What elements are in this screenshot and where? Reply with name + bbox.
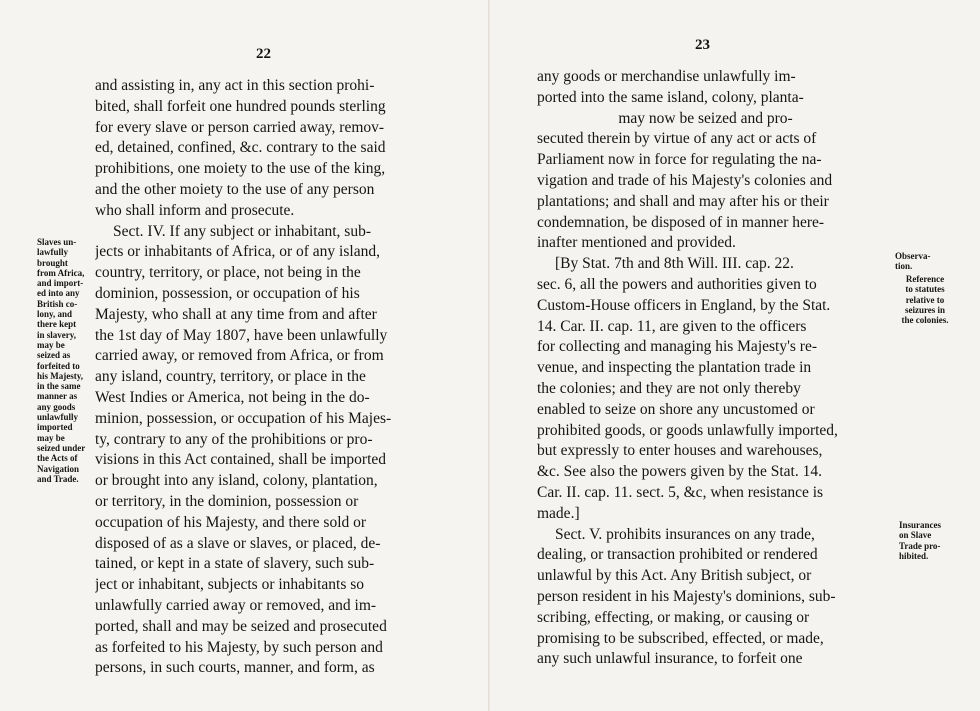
margin-note-line: may be xyxy=(37,432,65,443)
text-line: persons, in such courts, manner, and form, as xyxy=(95,659,375,677)
text-line: any goods or merchandise unlawfully im- xyxy=(537,68,796,85)
margin-note-line: hibited. xyxy=(899,550,929,561)
text-line: who shall inform and prosecute. xyxy=(95,201,295,219)
text-line: occupation of his Majesty, and there sold or xyxy=(95,513,367,531)
text-line: ported, shall and may be seized and prosecuted xyxy=(95,617,387,635)
text-line: Parliament now in force for regulating the na- xyxy=(537,151,822,169)
text-line: enabled to seize on shore any uncustomed or xyxy=(537,400,815,418)
margin-note-slaves xyxy=(37,237,99,484)
text-line: or territory, in the dominion, possession or xyxy=(95,492,359,510)
text-line: West Indies or America, not being in the do- xyxy=(95,388,370,406)
text-line: unlawful by this Act. Any British subject, or xyxy=(537,567,812,585)
left-page-body xyxy=(95,76,457,679)
text-line: sec. 6, all the powers and authorities given to xyxy=(537,275,817,293)
text-line: minion, possession, or occupation of his Majes- xyxy=(95,409,392,427)
text-line: secuted therein by virtue of any act or acts of xyxy=(537,130,817,148)
margin-note-line: and Trade. xyxy=(37,473,79,484)
text-line: as forfeited to his Majesty, by such person and xyxy=(95,638,383,656)
margin-note-line: and import- xyxy=(37,278,84,289)
text-line: visions in this Act contained, shall be imported xyxy=(95,451,387,469)
text-line: Custom-House officers in England, by the Stat. xyxy=(537,296,831,314)
text-line: person resident in his Majesty's dominions, sub- xyxy=(537,587,836,605)
margin-note-line: Slaves un- xyxy=(37,237,77,247)
text-line: [By Stat. 7th and 8th Will. III. cap. 22. xyxy=(555,255,794,273)
text-line: Sect. V. prohibits insurances on any trade, xyxy=(555,525,815,543)
margin-note-line: Navigation xyxy=(37,463,80,474)
text-line: jects or inhabitants of Africa, or of any island, xyxy=(95,243,380,261)
margin-note-line: in the same xyxy=(37,381,81,392)
text-line: dealing, or transaction prohibited or rendered xyxy=(537,546,818,564)
text-line: and the other moiety to the use of any person xyxy=(95,180,375,198)
text-line: plantations; and shall and may after his or their xyxy=(537,192,829,210)
margin-note-line: in slavery, xyxy=(37,329,77,340)
page-number-right: 23 xyxy=(695,37,710,53)
text-line: country, territory, or place, not being in the xyxy=(95,264,361,282)
text-line: scribing, effecting, or making, or causing or xyxy=(537,608,810,626)
margin-note-line: Observa- xyxy=(895,251,931,261)
margin-note-line: seized under xyxy=(37,442,86,453)
margin-note-line: ed into any xyxy=(37,288,80,299)
margin-note-line: brought xyxy=(37,257,68,268)
margin-note-line: lony, and xyxy=(37,309,73,320)
margin-note-line: to statutes xyxy=(905,284,945,295)
text-line: ty, contrary to any of the prohibitions or pro- xyxy=(95,430,373,448)
text-line: or brought into any island, colony, plantation, xyxy=(95,472,378,490)
text-line: tained, or kept in a state of slavery, such sub- xyxy=(95,555,375,573)
margin-note-line: on Slave xyxy=(899,530,932,541)
text-line: venue, and inspecting the plantation trade in xyxy=(537,359,812,377)
margin-note-line: British co- xyxy=(37,298,78,309)
margin-note-line: the Acts of xyxy=(37,453,78,464)
text-line: any such unlawful insurance, to forfeit one xyxy=(537,650,803,668)
margin-note-insurances xyxy=(899,520,959,561)
margin-note-line: any goods xyxy=(37,401,76,412)
text-line: Sect. IV. If any subject or inhabitant, sub- xyxy=(113,222,371,240)
text-line: carried away, or removed from Africa, or from xyxy=(95,347,384,365)
margin-note-observation xyxy=(895,251,955,272)
right-page xyxy=(490,0,980,711)
text-line: the colonies; and they are not only thereby xyxy=(537,379,801,397)
text-line: Majesty, who shall at any time from and after xyxy=(95,305,377,323)
text-line: for collecting and managing his Majesty's re- xyxy=(537,338,817,356)
right-page-body xyxy=(537,67,895,670)
text-line: prohibitions, one moiety to the use of the king, xyxy=(95,160,386,178)
text-line: ed, detained, confined, &c. contrary to the said xyxy=(95,139,386,157)
text-line: 14. Car. II. cap. 11, are given to the officers xyxy=(537,317,807,335)
margin-note-line: relative to xyxy=(905,294,945,305)
margin-note-line: tion. xyxy=(895,261,913,272)
margin-note-line: Reference xyxy=(905,274,945,284)
text-line: unlawfully carried away or removed, and im- xyxy=(95,596,377,614)
margin-note-line: imported xyxy=(37,422,73,433)
page-number-left: 22 xyxy=(256,46,271,62)
margin-note-line: lawfully xyxy=(37,247,69,258)
text-line: ject or inhabitant, subjects or inhabitants so xyxy=(95,576,365,594)
margin-note-line: his Majesty, xyxy=(37,370,83,381)
text-line: condemnation, be disposed of in manner here- xyxy=(537,213,825,231)
margin-note-line: unlawfully xyxy=(37,412,79,423)
text-line: inafter mentioned and provided. xyxy=(537,234,736,252)
margin-note-line: from Africa, xyxy=(37,267,85,278)
text-line: bited, shall forfeit one hundred pounds sterling xyxy=(95,97,386,115)
text-line: may now be seized and pro- xyxy=(537,109,793,127)
margin-note-line: Insurances xyxy=(899,520,942,530)
margin-note-line: Trade pro- xyxy=(899,540,941,551)
text-line: and assisting in, any act in this section prohi- xyxy=(95,77,375,94)
margin-note-line: seizures in xyxy=(904,304,946,315)
text-line: prohibited goods, or goods unlawfully imported, xyxy=(537,421,838,439)
text-line: disposed of as a slave or slaves, or placed, de- xyxy=(95,534,381,552)
text-line: ported into the same island, colony, planta- xyxy=(537,88,804,106)
text-line: vigation and trade of his Majesty's colonies and xyxy=(537,171,833,189)
text-line: &c. See also the powers given by the Stat. 14. xyxy=(537,463,822,481)
margin-note-line: may be xyxy=(37,339,65,350)
text-line: the 1st day of May 1807, have been unlawfully xyxy=(95,326,388,344)
margin-note-line: there kept xyxy=(37,319,77,330)
margin-note-reference xyxy=(895,274,955,325)
text-line: any island, country, territory, or place in the xyxy=(95,368,366,386)
text-line: for every slave or person carried away, remov- xyxy=(95,118,385,136)
text-line: dominion, possession, or occupation of his xyxy=(95,284,360,302)
text-line: made.] xyxy=(537,504,580,522)
margin-note-line: the colonies. xyxy=(901,315,949,326)
text-line: Car. II. cap. 11. sect. 5, &c, when resistance is xyxy=(537,483,824,501)
text-line: promising to be subscribed, effected, or made, xyxy=(537,629,824,647)
text-line: but expressly to enter houses and warehouses, xyxy=(537,442,823,460)
margin-note-line: manner as xyxy=(37,391,78,402)
margin-note-line: forfeited to xyxy=(37,360,80,371)
margin-note-line: seized as xyxy=(37,350,71,361)
